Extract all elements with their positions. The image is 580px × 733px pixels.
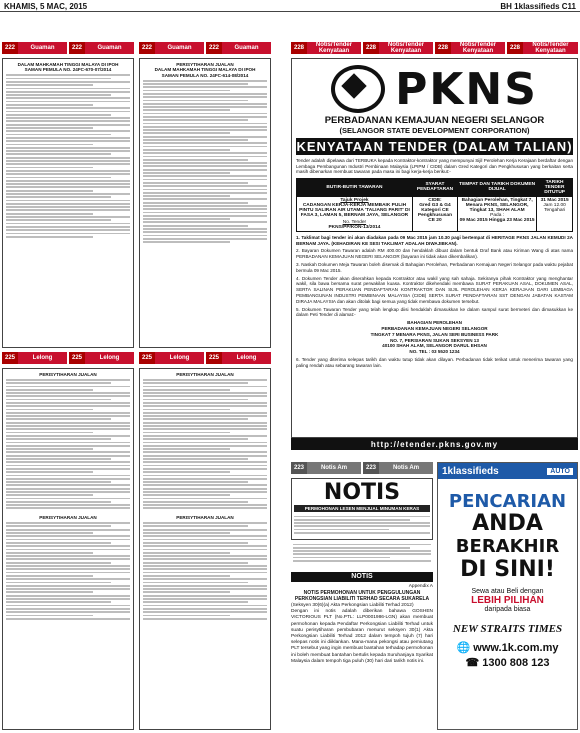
section-bar-notis-am: 223 Notis Am [291, 462, 361, 474]
tender-table [296, 178, 573, 232]
section-bar-guaman: 222 Guaman [139, 42, 204, 54]
phone-icon: ☎ [465, 657, 480, 669]
headline-3: BERAKHIR [455, 536, 560, 557]
section-bar-notis: 228 Notis/Tender Kenyataan [507, 42, 578, 54]
notis-subtitle: PERMOHONAN LESEN MENJUAL MINUMAN KERAS [294, 505, 430, 512]
notice-heading: PERISYTIHARAN JUALAN [39, 515, 97, 521]
notice-heading: PERISYTIHARAN JUALAN [39, 372, 97, 377]
page-section: BH 1klassifieds C11 [500, 2, 576, 11]
notice-heading: PERISYTIHARAN JUALAN [176, 372, 234, 377]
pkns-banner: KENYATAAN TENDER (DALAM TALIAN) [296, 139, 573, 154]
section-bar-notis: 228 Notis/Tender Kenyataan [435, 42, 505, 54]
section-bar-lelong: 225 Lelong [206, 352, 271, 364]
etender-link[interactable]: http://etender.pkns.gov.my [291, 438, 578, 450]
section-bar-guaman: 222 Guaman [2, 42, 67, 54]
headline-4: DI SINI! [460, 557, 555, 582]
pkns-items: 1. Taklimat bagi tender ini akan diadakan pada 09 Mac 2015 jam 10.30 pagi bertempat di HERITAGE PKNS JALAN KEMUDI 2A BERNAM JAYA. (KEHADIRAN KE SESI TAKLIMAT ADALAH DIWAJIBKAN). 2. Bayaran Dokumen Tawaran adalah RM 400.00 dan hendaklah dibuat dalam bentuk Draf Bank atau Kiriman Wang di atas nama PERBADANAN KEMAJUAN NEGERI SELANGOR (bayaran ini tidak akan dikembalikan). 3. Naskah Dokumen Meja Tawaran boleh disemak di Bahagian Perolehan, Perbadanan Kemajuan Negeri Selangor pada waktu pejabat bermula 09 Mac 2015. 4. Dokumen Tender akan diserahkan kepada Kontraktor atau wakil yang sah sahaja. Sekiranya pihak Kontraktor yang menghantar wakil, sila bawa bersama surat perwakilan kuasa. Kontraktor dikehendaki membawa SURAT PERAKUAN ASAL, DOKUMEN ASAL, SERTA SALINAN PERAKUAN PENDAFTARAN KONTRAKTOR DAN SIJIL PEROLEHAN KERJA KERAJAAN DARI LEMBAGA PEMBANGUNAN INDUSTRI PEMBINAAN MALAYSIA (CIDB) SERTA SURAT PENDAFTARAN SST DENGAN JABATAN KASTAM DIRAJA MALAYSIA dan akan ditolak bagi semua yang tidak membawa dokumen tersebut. 5. Dokumen Tawaran Tender yang telah lengkap diisi hendaklah dimasukkan ke dalam sampul surat bermeteri dan dimasukkan ke dalam Peti Tender di alamat:- [296, 234, 573, 318]
pkns-intro: Tender adalah dipelawa dari TERBUKA kepada Kontraktor-kontraktor yang mempunyai Sijil Perolehan Kerja Kerajaan berdaftar dengan Lembaga Pembangunan Industri Pembinaan Malaysia (LPIPM / CIDB) dalam Gred Kategori dan Pengkhususan yang berkaitan serta masih dibenarkan membuat tawaran pada masa ini bagi kerja-kerja berikut:- [296, 158, 573, 175]
section-bar-guaman: 222 Guaman [206, 42, 271, 54]
notis-llp [291, 572, 433, 730]
guaman-notice-2 [139, 58, 271, 348]
notis-llp-title: NOTIS [291, 572, 433, 582]
section-bar-notis: 228 Notis/Tender Kenyataan [291, 42, 361, 54]
notis-liquor-body [291, 540, 433, 570]
notice-heading: PERISYTIHARAN JUALAN [176, 515, 234, 521]
globe-icon: 🌐 [456, 642, 471, 654]
section-bar-lelong: 225 Lelong [69, 352, 134, 364]
pkns-logo: PKNS [296, 63, 573, 115]
pkns-address: BAHAGIAN PEROLEHAN PERBADANAN KEMAJUAN NEGERI SELANGOR TINGKAT 7 MENARA PKNS, JALAN SERI BUSINESS PARK NO. 7, PERSIARAN SUKAN SEKSYEN 13 40100 SHAH ALAM, SELANGOR DARUL EHSAN NO. TEL : 03 5520 1234 [370, 320, 499, 355]
headline-2: ANDA [472, 511, 543, 536]
notice-heading: DALAM MAHKAMAH TINGGI MALAYA DI IPOH SAMAN PEMULA NO. 24FC-670-07/2014 [17, 62, 119, 73]
tagline-1: Sewa atau Beli dengan [471, 588, 544, 595]
tagline-3: daripada biasa [484, 606, 531, 613]
tagline-2: LEBIH PILIHAN [471, 595, 544, 606]
section-bar-guaman: 222 Guaman [69, 42, 134, 54]
notice-heading: PERISYTIHARAN JUALAN DALAM MAHKAMAH TINGGI MALAYA DI IPOH SAMAN PEMULA NO. 24FC-614-08/2014 [154, 62, 256, 78]
klassifieds-auto-ad [437, 462, 578, 730]
page-date: KHAMIS, 5 MAC, 2015 [4, 2, 88, 11]
notis-llp-body: (Seksyen 30(6)(a) Akta Perkongsian Liabiliti Terhad 2012) Dengan ini notis adalah diberikan bahawa GOSHEN VICTORIOUS PLT (No.PTL: LLP0001986-LGN) akan membuat permohonan kepada Pendaftar Perkongsian Liabiliti Terhad untuk suatu perisytiharan pembubaran menurut seksyen 30(1) Akta Perkongsian Liabiliti Terhad 2012 dalam tempoh tujuh (7) hari selepas notis ini diiklankan. Mana-mana pekongsi atau pemiutang PLT tersebut yang ingin membuat bantahan terhadap permohonan ini boleh membuat bantahan bertulis kepada Suruhanjaya Syarikat Malaysia dalam tempoh tiga puluh (30) hari dari tarikh notis ini. [291, 603, 433, 664]
notis-llp-heading: NOTIS PERMOHONAN UNTUK PENGGULUNGAN PERKONGSIAN LIABILITI TERHAD SECARA SUKARELA [294, 590, 430, 602]
guaman-notice-1 [2, 58, 134, 348]
notis-appendix: Appendix A [408, 584, 433, 589]
headline-1: PENCARIAN [448, 491, 567, 512]
section-bar-notis: 228 Notis/Tender Kenyataan [363, 42, 433, 54]
notis-title: NOTIS [323, 480, 401, 505]
table-header: SYARAT PENDAFTARAN [412, 178, 457, 196]
page-header [0, 0, 580, 12]
table-row: Tajuk Projek CADANGAN KERJA-KERJA MEMBAIK PULIH PINTU SALIRAN AIR UTAMA 'TALIANG PARIT' DI FASA 3, LAMAN 5, BERNAM JAYA, SELANGOR No. Tender PKNS/PP/KON-13/2014 CIDB: Gred G3 & G4 Kategori CE Pengkhususan CE 20 Bahagian Perolehan, Tingkat 7, Menara PKNS, SELANGOR, Tingkat 13, SHAH ALAM Pada : 09 Mac 2015 Hingga 23 Mac 2015 31 Mac 2015 Jam 12.00 Tengahari [297, 196, 573, 231]
pkns-subtitle: PERBADANAN KEMAJUAN NEGERI SELANGOR [324, 115, 545, 126]
pkns-item-6: 6. Tender yang diterima selepas tarikh dan waktu tutup tidak akan dilayan. Perbadanan tidak terikat untuk menerima tawaran yang paling rendah atau sebarang tawaran lain. [296, 356, 573, 368]
klassifieds-logo: 1klassifieds [442, 465, 499, 477]
lelong-notice-2 [139, 368, 271, 730]
section-bar-lelong: 225 Lelong [2, 352, 67, 364]
table-header: TEMPAT DAN TARIKH DOKUMEN DIJUAL [458, 178, 537, 196]
klassifieds-web[interactable]: 🌐 www.1k.com.my [456, 642, 559, 654]
section-bar-lelong: 225 Lelong [139, 352, 204, 364]
table-header: BUTIR-BUTIR TAWARAN [297, 178, 413, 196]
nst-logo: NEW STRAITS TIMES [452, 623, 563, 635]
pkns-tender-ad [291, 58, 578, 438]
pkns-mark-icon [331, 65, 385, 113]
table-header: TARIKH TENDER DITUTUP [537, 178, 573, 196]
section-bar-notis-am: 223 Notis Am [363, 462, 433, 474]
pkns-subtitle-en: (SELANGOR STATE DEVELOPMENT CORPORATION) [339, 126, 530, 135]
notis-liquor-licence [291, 478, 433, 540]
lelong-notice-1 [2, 368, 134, 730]
klassifieds-phone[interactable]: ☎ 1300 808 123 [465, 657, 550, 669]
auto-badge: AUTO [547, 468, 573, 475]
